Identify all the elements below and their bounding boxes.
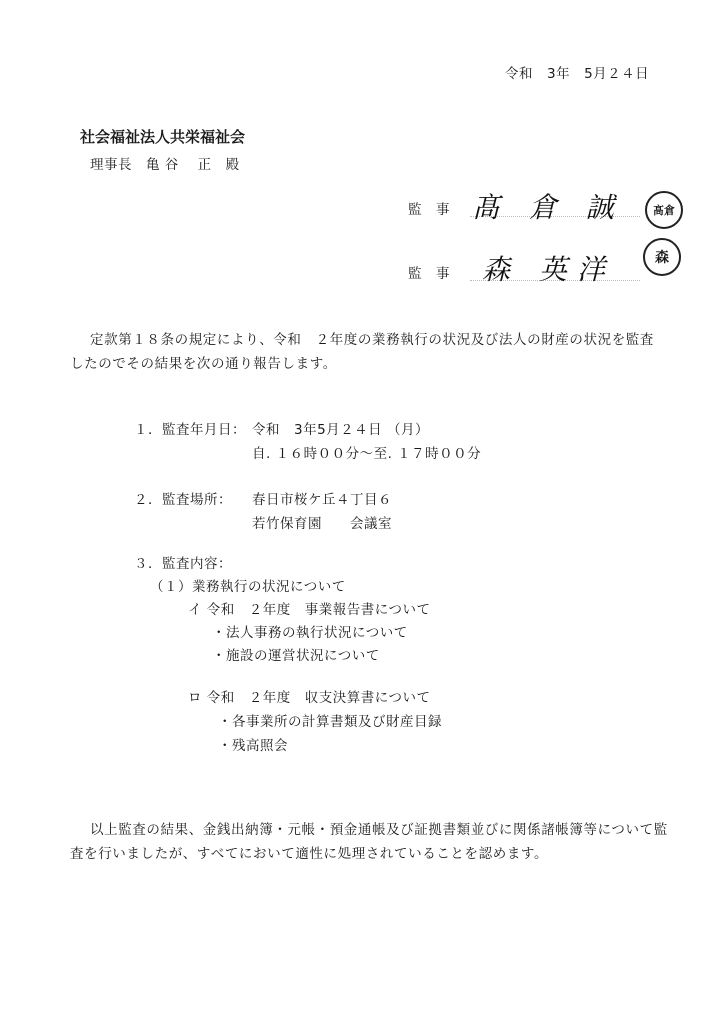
audit-date-value: 令和 3年5月２４日 （月）: [252, 422, 429, 438]
organization-name: 社会福祉法人共栄福祉会: [80, 128, 246, 146]
audit-place-line1: 春日市桜ケ丘４丁目６: [252, 492, 392, 508]
audit-place-label: ２．監査場所：: [134, 492, 232, 508]
intro-paragraph: 定款第１８条の規定により、令和 ２年度の業務執行の状況及び法人の財産の状況を監査したのでその結果を次の通り報告します。: [70, 332, 654, 372]
conclusion-paragraph: 以上監査の結果、金銭出納簿・元帳・預金通帳及び証拠書類並びに関係諸帳簿等について監査を行いましたが、すべてにおいて適性に処理されていることを認めます。: [70, 822, 668, 862]
auditor-seal-2: 森: [643, 238, 681, 276]
addressee: 理事長 亀 谷 正 殿: [90, 157, 240, 173]
auditor-title-2: 監 事: [408, 266, 450, 282]
audit-date-label: １．監査年月日：: [134, 422, 246, 438]
audit-place-line2: 若竹保育園 会議室: [252, 516, 392, 532]
report-date: 令和 3年 5月２４日: [505, 66, 650, 82]
auditor-signature-1: 髙 倉 誠: [472, 191, 624, 224]
audit-content-bullet: ・法人事務の執行状況について: [212, 625, 408, 641]
audit-content-bullet: ・各事業所の計算書類及び財産目録: [218, 714, 442, 730]
audit-content-item-i: イ 令和 ２年度 事業報告書について: [188, 602, 431, 618]
auditor-signature-2: 森 英洋: [482, 253, 615, 286]
audit-content-bullet: ・施設の運営状況について: [212, 648, 380, 664]
audit-time-value: 自. １６時００分～至. １７時００分: [252, 446, 482, 462]
auditor-title-1: 監 事: [408, 202, 450, 218]
auditor-seal-1: 髙倉: [645, 191, 683, 229]
audit-content-sub1: （１）業務執行の状況について: [150, 579, 346, 595]
audit-content-bullet: ・残高照会: [218, 738, 288, 754]
audit-content-item-ro: ロ 令和 ２年度 収支決算書について: [188, 690, 431, 706]
audit-content-label: ３．監査内容：: [134, 556, 232, 572]
